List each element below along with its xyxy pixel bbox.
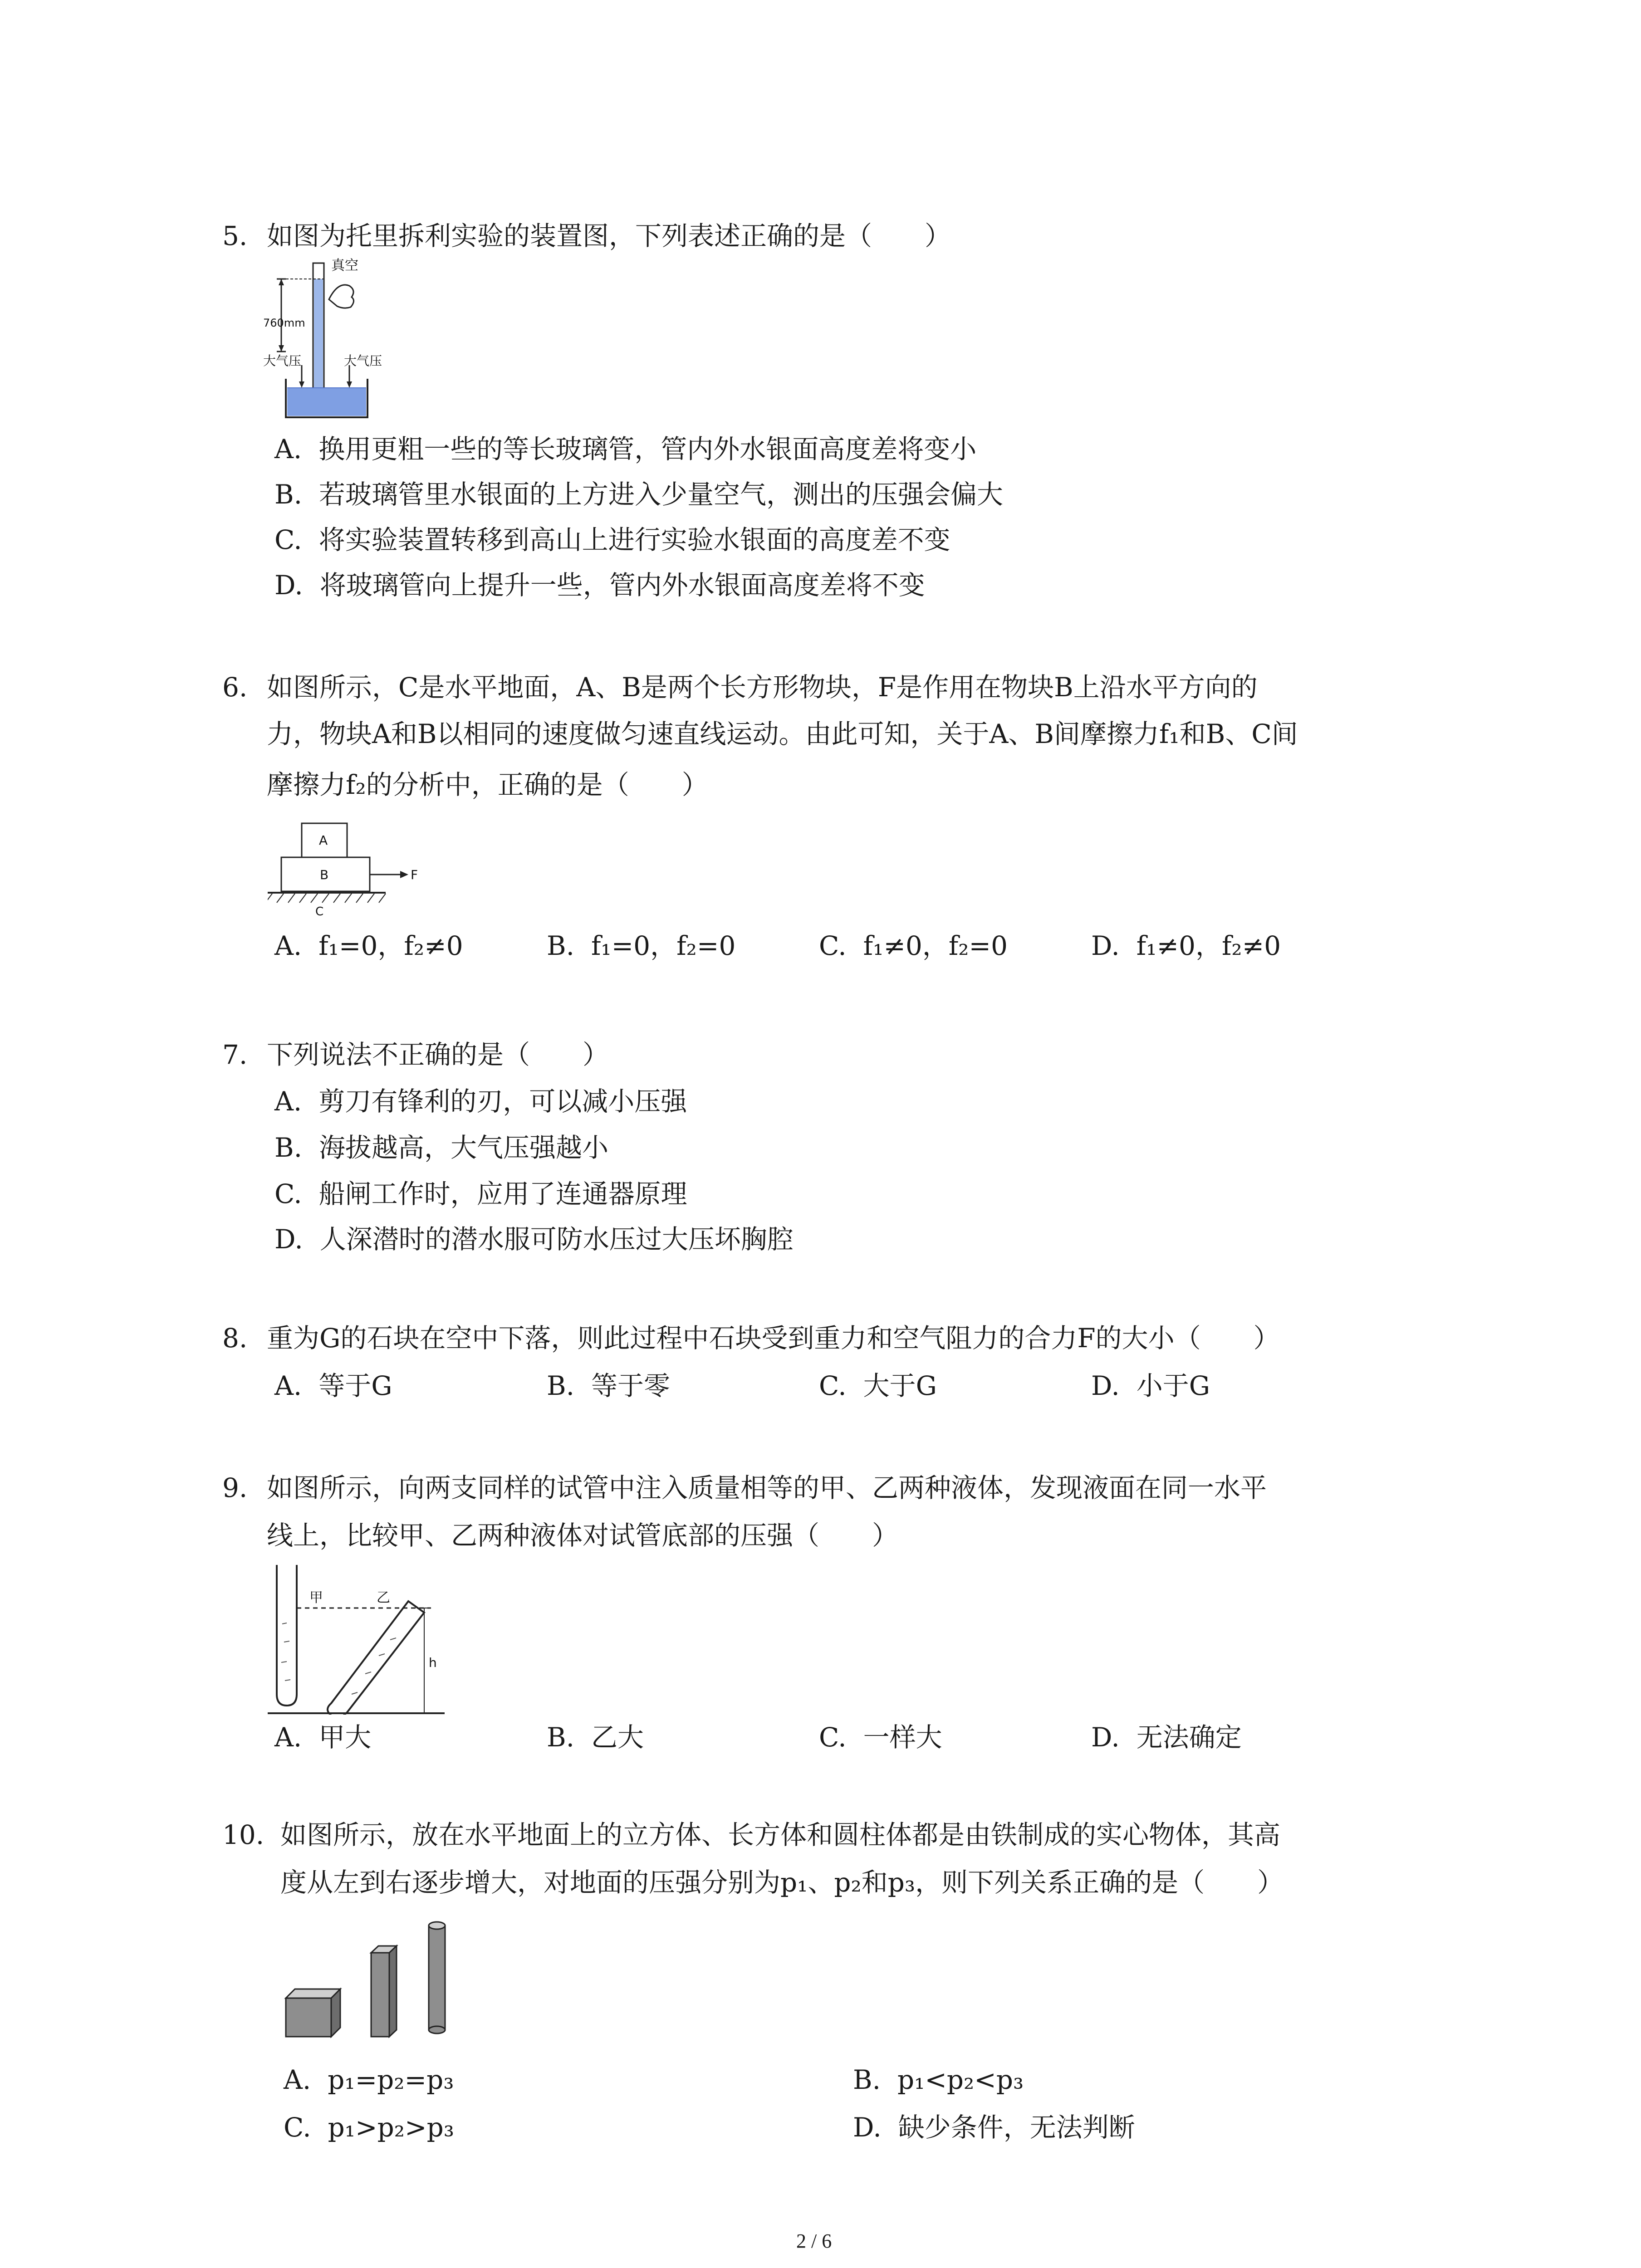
option-text: 一样大 bbox=[863, 1722, 942, 1753]
solids-figure bbox=[281, 1916, 490, 2053]
option-label: A. bbox=[274, 434, 302, 464]
option-a[interactable] bbox=[274, 1719, 371, 1755]
atm-left-label: 大气压 bbox=[263, 353, 302, 368]
option-c[interactable] bbox=[274, 1176, 687, 1212]
option-text: 换用更粗一些的等长玻璃管，管内外水银面高度差将变小 bbox=[318, 434, 977, 464]
vacuum-label: 真空 bbox=[331, 258, 358, 274]
option-b[interactable] bbox=[274, 1129, 608, 1166]
option-label: A. bbox=[274, 1086, 302, 1117]
option-label: B. bbox=[547, 1370, 575, 1401]
label-h: h bbox=[429, 1655, 437, 1670]
label-yi: 乙 bbox=[377, 1590, 390, 1606]
question-stem: 重为G的石块在空中下落，则此过程中石块受到重力和空气阻力的合力F的大小（ ） bbox=[267, 1323, 1280, 1354]
option-text: f₁=0，f₂=0 bbox=[591, 930, 736, 961]
option-label: C. bbox=[284, 2112, 311, 2143]
option-b[interactable] bbox=[547, 928, 735, 964]
option-a[interactable] bbox=[284, 2062, 454, 2098]
label-c: C bbox=[315, 905, 324, 919]
option-text: 大于G bbox=[863, 1370, 937, 1401]
option-d[interactable] bbox=[1091, 928, 1281, 964]
option-label: A. bbox=[284, 2064, 311, 2095]
question-number: 9. bbox=[222, 1472, 248, 1503]
option-text: 缺少条件，无法判断 bbox=[898, 2112, 1135, 2143]
option-label: C. bbox=[819, 930, 847, 961]
test-tubes-figure bbox=[268, 1565, 458, 1715]
option-b[interactable] bbox=[547, 1719, 644, 1755]
option-label: A. bbox=[274, 1370, 302, 1401]
option-label: D. bbox=[1091, 1722, 1120, 1753]
option-b[interactable] bbox=[274, 476, 1003, 513]
option-text: 无法确定 bbox=[1136, 1722, 1242, 1753]
label-b: B bbox=[320, 867, 329, 882]
option-d[interactable] bbox=[1091, 1719, 1242, 1755]
question-stem-line-1: 如图所示，C是水平地面，A、B是两个长方形物块，F是作用在物块B上沿水平方向的 bbox=[267, 672, 1258, 703]
torricelli-figure bbox=[263, 256, 399, 424]
option-label: D. bbox=[1091, 930, 1120, 961]
question-number: 5. bbox=[222, 220, 248, 251]
option-c[interactable] bbox=[819, 1368, 937, 1404]
option-b[interactable] bbox=[547, 1368, 670, 1404]
option-text: 人深潜时的潜水服可防水压过大压坏胸腔 bbox=[319, 1224, 794, 1255]
question-stem: 如图为托里拆利实验的装置图，下列表述正确的是（ ） bbox=[267, 220, 951, 251]
option-text: p₁<p₂<p₃ bbox=[897, 2064, 1024, 2095]
label-a: A bbox=[319, 833, 328, 848]
option-label: A. bbox=[274, 1722, 302, 1753]
option-text: 小于G bbox=[1136, 1370, 1210, 1401]
question-number: 7. bbox=[222, 1039, 248, 1070]
option-label: C. bbox=[819, 1370, 847, 1401]
option-text: p₁=p₂=p₃ bbox=[328, 2064, 454, 2095]
option-text: p₁>p₂>p₃ bbox=[328, 2112, 454, 2143]
option-text: 乙大 bbox=[591, 1722, 644, 1753]
option-label: D. bbox=[274, 1224, 303, 1255]
option-text: f₁≠0，f₂≠0 bbox=[1136, 930, 1281, 961]
option-label: D. bbox=[1091, 1370, 1120, 1401]
option-label: A. bbox=[274, 930, 302, 961]
option-c[interactable] bbox=[819, 928, 1008, 964]
label-jia: 甲 bbox=[309, 1590, 323, 1606]
option-b[interactable] bbox=[853, 2062, 1024, 2098]
question-stem: 下列说法不正确的是（ ） bbox=[267, 1039, 609, 1070]
option-label: B. bbox=[547, 930, 575, 961]
question-stem-line-1: 如图所示，放在水平地面上的立方体、长方体和圆柱体都是由铁制成的实心物体，其高 bbox=[280, 1819, 1281, 1850]
question-stem-line-2: 力，物块A和B以相同的速度做匀速直线运动。由此可知，关于A、B间摩擦力f₁和B、C间 bbox=[267, 719, 1298, 749]
option-label: C. bbox=[274, 1178, 302, 1209]
option-text: f₁=0，f₂≠0 bbox=[318, 930, 463, 961]
option-text: 将玻璃管向上提升一些，管内外水银面高度差将不变 bbox=[319, 570, 925, 601]
page-number: 2 / 6 bbox=[796, 2230, 832, 2252]
option-text: 等于零 bbox=[591, 1370, 670, 1401]
option-text: f₁≠0，f₂=0 bbox=[863, 930, 1008, 961]
option-label: B. bbox=[274, 1132, 303, 1163]
label-f: F bbox=[411, 867, 418, 882]
option-text: 甲大 bbox=[318, 1722, 372, 1753]
question-stem-line-1: 如图所示，向两支同样的试管中注入质量相等的甲、乙两种液体，发现液面在同一水平 bbox=[267, 1472, 1267, 1503]
option-a[interactable] bbox=[274, 1368, 392, 1404]
option-label: C. bbox=[819, 1722, 847, 1753]
option-a[interactable] bbox=[274, 928, 463, 964]
option-text: 若玻璃管里水银面的上方进入少量空气，测出的压强会偏大 bbox=[318, 479, 1003, 510]
option-d[interactable] bbox=[1091, 1368, 1210, 1404]
option-label: B. bbox=[853, 2064, 881, 2095]
option-label: B. bbox=[274, 479, 303, 510]
option-label: C. bbox=[274, 524, 302, 555]
option-label: B. bbox=[547, 1722, 575, 1753]
question-stem-line-2: 线上，比较甲、乙两种液体对试管底部的压强（ ） bbox=[267, 1520, 899, 1551]
option-a[interactable] bbox=[274, 1083, 687, 1119]
option-label: D. bbox=[274, 570, 303, 601]
option-d[interactable] bbox=[274, 567, 925, 603]
question-number: 8. bbox=[222, 1323, 248, 1354]
option-c[interactable] bbox=[819, 1719, 942, 1755]
option-text: 等于G bbox=[318, 1370, 392, 1401]
question-number: 6. bbox=[222, 672, 248, 703]
option-text: 将实验装置转移到高山上进行实验水银面的高度差不变 bbox=[318, 524, 950, 555]
option-d[interactable] bbox=[853, 2109, 1135, 2146]
option-c[interactable] bbox=[274, 522, 950, 558]
option-text: 海拔越高，大气压强越小 bbox=[318, 1132, 608, 1163]
option-text: 剪刀有锋利的刃，可以减小压强 bbox=[318, 1086, 687, 1117]
question-stem-line-3: 摩擦力f₂的分析中，正确的是（ ） bbox=[267, 769, 708, 800]
option-d[interactable] bbox=[274, 1221, 794, 1257]
option-c[interactable] bbox=[284, 2109, 454, 2146]
question-stem-line-2: 度从左到右逐步增大，对地面的压强分别为p₁、p₂和p₃，则下列关系正确的是（ ） bbox=[280, 1867, 1284, 1898]
option-a[interactable] bbox=[274, 431, 976, 467]
question-number: 10. bbox=[222, 1819, 265, 1850]
height-label: 760mm bbox=[263, 317, 305, 329]
option-label: D. bbox=[853, 2112, 882, 2143]
blocks-figure bbox=[268, 821, 431, 921]
option-text: 船闸工作时，应用了连通器原理 bbox=[318, 1178, 687, 1209]
atm-right-label: 大气压 bbox=[344, 353, 382, 368]
